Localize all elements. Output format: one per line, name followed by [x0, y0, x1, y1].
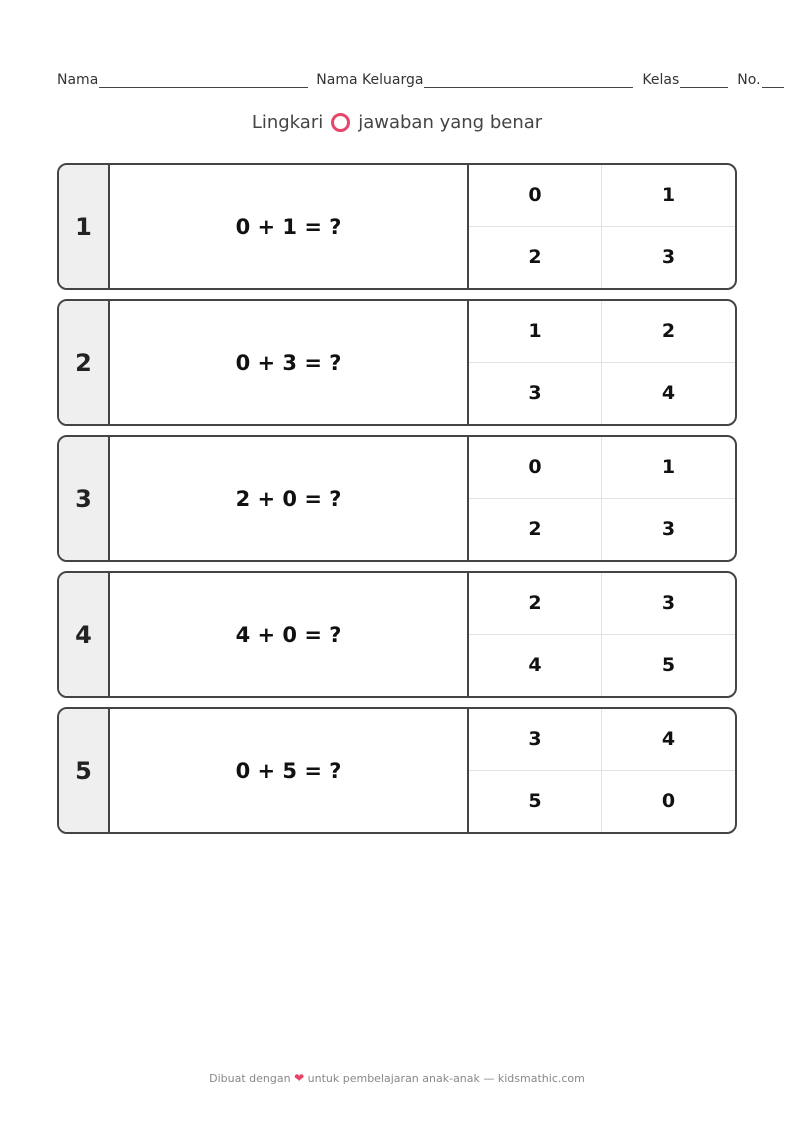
answer-option[interactable]: 3 — [602, 573, 735, 635]
question-expression: 0 + 1 = ? — [110, 165, 469, 288]
answer-option[interactable]: 0 — [469, 165, 602, 227]
question-expression: 0 + 5 = ? — [110, 709, 469, 832]
instruction-text-after: jawaban yang benar — [358, 112, 543, 133]
answer-option[interactable]: 5 — [661, 654, 676, 677]
circle-icon — [331, 113, 350, 132]
answer-option[interactable]: 0 — [469, 437, 602, 499]
question-list — [57, 163, 737, 843]
question-expression: 4 + 0 = ? — [110, 573, 469, 696]
class-field — [642, 72, 728, 88]
name-label: Nama — [57, 72, 99, 88]
question-card — [57, 435, 737, 562]
family-name-label: Nama Keluarga — [316, 72, 424, 88]
question-number: 4 — [59, 573, 110, 696]
question-number: 3 — [59, 437, 110, 560]
number-field — [737, 72, 783, 88]
answer-option[interactable]: 4 — [469, 635, 602, 697]
answer-option[interactable]: 3 — [661, 246, 676, 269]
student-info-header — [57, 68, 794, 88]
answer-options — [469, 709, 735, 832]
question-expression: 0 + 3 = ? — [110, 301, 469, 424]
name-line — [99, 73, 308, 88]
answer-options — [469, 165, 735, 288]
question-number: 5 — [59, 709, 110, 832]
instruction — [0, 112, 794, 133]
answer-option[interactable]: 2 — [469, 573, 602, 635]
number-line — [762, 73, 784, 88]
class-label: Kelas — [642, 72, 680, 88]
answer-option[interactable]: 1 — [469, 301, 602, 363]
answer-option[interactable]: 3 — [661, 518, 676, 541]
instruction-text-before: Lingkari — [251, 112, 324, 133]
question-card — [57, 707, 737, 834]
answer-option[interactable]: 1 — [602, 165, 735, 227]
question-number: 2 — [59, 301, 110, 424]
answer-option[interactable]: 1 — [602, 437, 735, 499]
number-label: No. — [737, 72, 761, 88]
name-field — [57, 72, 308, 88]
answer-option[interactable]: 3 — [469, 363, 602, 425]
answer-option[interactable]: 2 — [469, 499, 602, 561]
footer-text-before: Dibuat dengan — [209, 1072, 291, 1085]
answer-options — [469, 301, 735, 424]
answer-option[interactable]: 0 — [661, 790, 676, 813]
question-number: 1 — [59, 165, 110, 288]
answer-option[interactable]: 2 — [469, 227, 602, 289]
answer-options — [469, 573, 735, 696]
answer-options — [469, 437, 735, 560]
question-expression: 2 + 0 = ? — [110, 437, 469, 560]
question-card — [57, 163, 737, 290]
answer-option[interactable]: 5 — [469, 771, 602, 833]
family-name-field — [316, 72, 633, 88]
answer-option[interactable]: 4 — [661, 382, 676, 405]
question-card — [57, 299, 737, 426]
heart-icon: ❤ — [294, 1071, 305, 1085]
footer-text-after: untuk pembelajaran anak-anak — kidsmathic.com — [307, 1072, 585, 1085]
question-card — [57, 571, 737, 698]
footer — [0, 1071, 794, 1085]
answer-option[interactable]: 3 — [469, 709, 602, 771]
family-name-line — [424, 73, 633, 88]
answer-option[interactable]: 4 — [602, 709, 735, 771]
answer-option[interactable]: 2 — [602, 301, 735, 363]
class-line — [680, 73, 728, 88]
